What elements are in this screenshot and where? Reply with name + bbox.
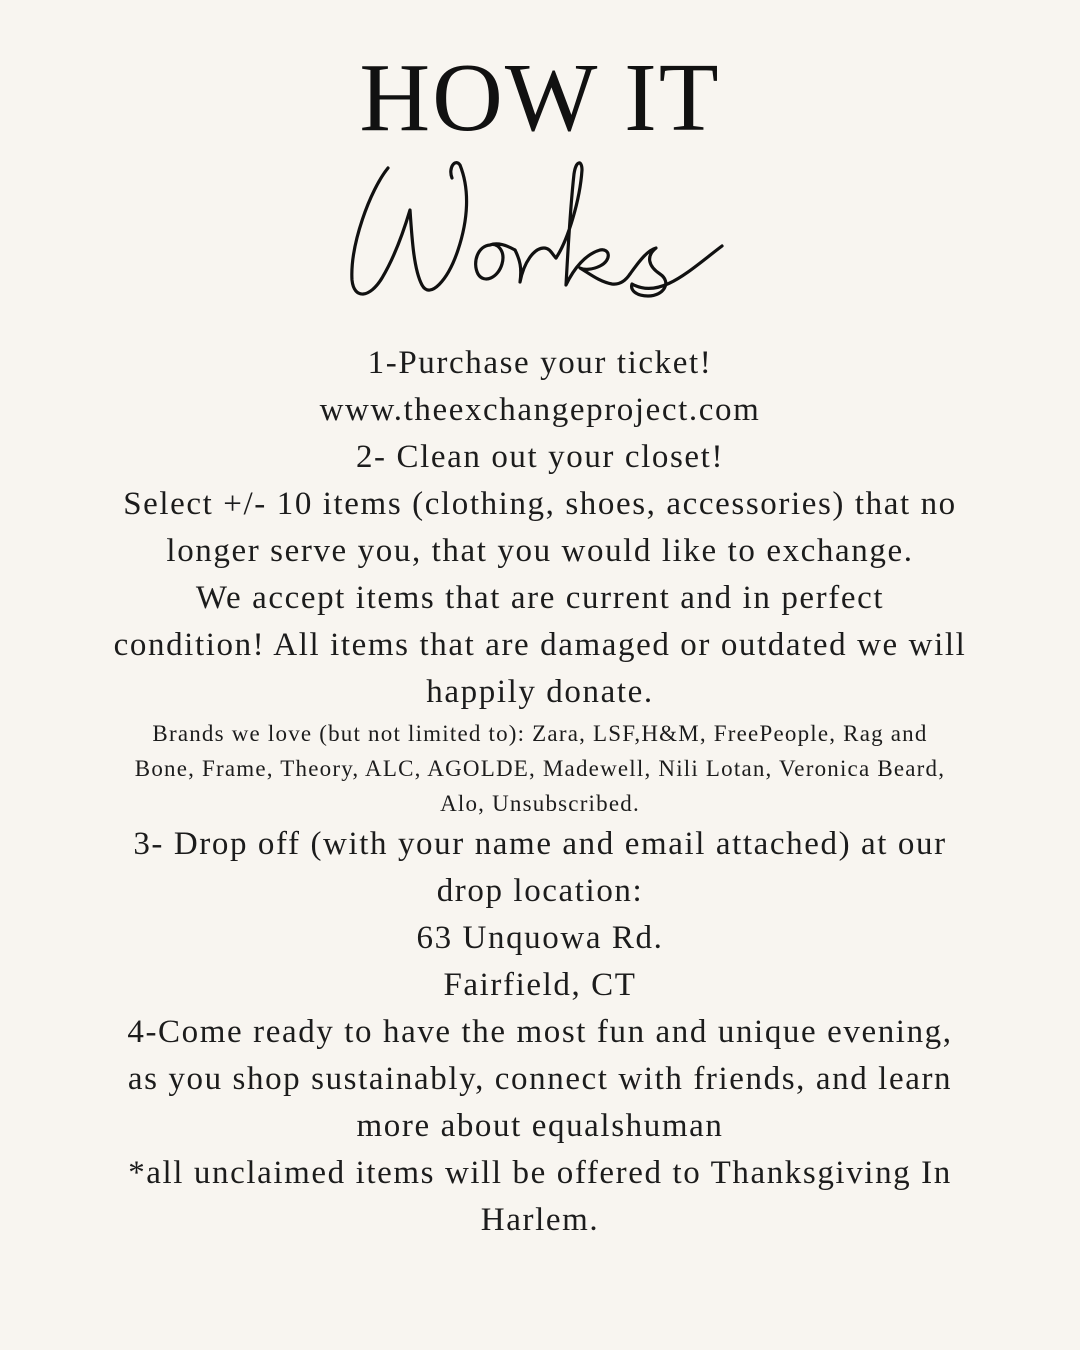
- step-4-line-1: 4-Come ready to have the most fun and unique evening,: [127, 1014, 953, 1050]
- step-3-line-1: 3- Drop off (with your name and email attached) at our: [133, 826, 947, 862]
- script-heading-works: [330, 150, 750, 320]
- select-items-line-1: Select +/- 10 items (clothing, shoes, accessories) that no: [123, 486, 957, 522]
- select-items-line-2: longer serve you, that you would like to exchange.: [166, 533, 914, 569]
- step-3-line-2: drop location:: [436, 873, 644, 909]
- note-line-1: *all unclaimed items will be offered to Thanksgiving In: [128, 1155, 952, 1191]
- website-link[interactable]: www.theexchangeproject.com: [319, 392, 761, 428]
- page-title: HOW IT: [359, 44, 721, 152]
- note-line-2: Harlem.: [480, 1202, 600, 1238]
- step-4-line-2: as you shop sustainably, connect with friends, and learn: [127, 1061, 953, 1097]
- accept-items-line-2: condition! All items that are damaged or outdated we will: [113, 627, 967, 663]
- step-1-text: 1-Purchase your ticket!: [367, 345, 713, 381]
- brands-line-3: Alo, Unsubscribed.: [440, 791, 640, 816]
- address-line-1: 63 Unquowa Rd.: [416, 920, 664, 956]
- step-2-text: 2- Clean out your closet!: [355, 439, 725, 475]
- instructions-body: [40, 340, 1040, 1244]
- brands-line-1: Brands we love (but not limited to): Zara, LSF,H&M, FreePeople, Rag and: [152, 721, 928, 746]
- accept-items-line-1: We accept items that are current and in perfect: [195, 580, 885, 616]
- accept-items-line-3: happily donate.: [426, 674, 654, 710]
- step-4-line-3: more about equalshuman: [356, 1108, 724, 1144]
- address-line-2: Fairfield, CT: [443, 967, 637, 1003]
- brands-line-2: Bone, Frame, Theory, ALC, AGOLDE, Madewell, Nili Lotan, Veronica Beard,: [134, 756, 946, 781]
